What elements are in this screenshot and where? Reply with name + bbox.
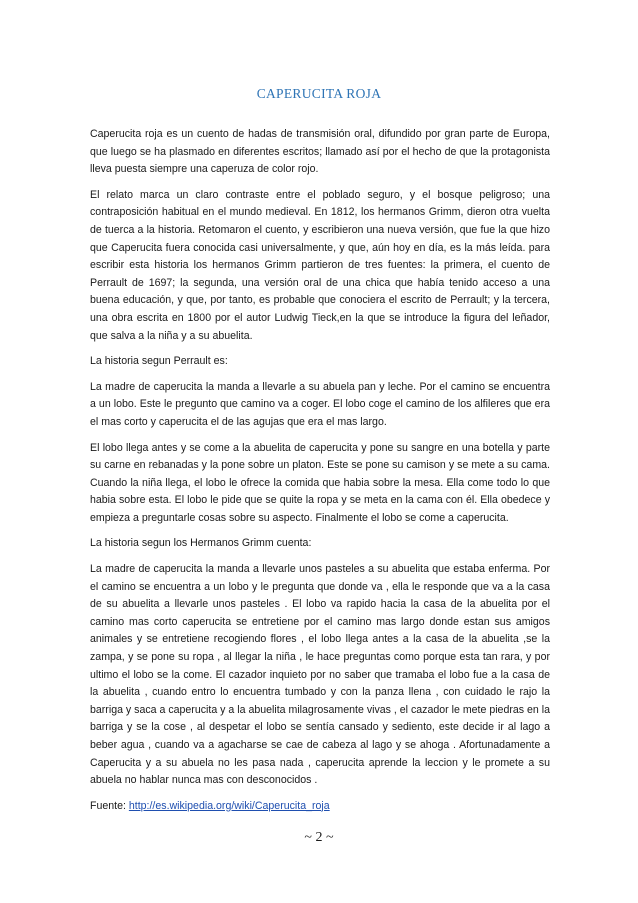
paragraph-intro: Caperucita roja es un cuento de hadas de transmisión oral, difundido por gran parte de Europa, que luego se ha plasmado en diferentes escritos; llamado así por el hecho de que la protagonista lleva puesta siempre una caperuza de color rojo. bbox=[90, 128, 550, 176]
paragraph-history: El relato marca un claro contraste entre el poblado seguro, y el bosque peligroso; una contraposición habitual en el mundo medieval. En 1812, los hermanos Grimm, dieron otra vuelta de tuerca a la historia. Retomaron el cuento, y escribieron una nueva versión, que fue la que hizo que Caperucita fuera conocida casi universalmente, y que, aún hoy en día, es la más leída. para escribir esta historia los hermanos Grimm partieron de tres fuentes: la primera, el cuento de Perrault de 1697; la segunda, una versión oral de una chica que había tenido acceso a una buena educación, y que, por tanto, es probable que conociera el escrito de Perrault; y la tercera, una obra escrita en 1800 por el autor Ludwig Tieck,en la que se introduce la figura del leñador, que salva a la niña y a su abuelita. bbox=[90, 188, 550, 342]
page-number: ~ 2 ~ bbox=[304, 830, 334, 845]
paragraph-perrault-heading: La historia segun Perrault es: bbox=[90, 355, 228, 368]
document-title: CAPERUCITA ROJA bbox=[256, 86, 382, 101]
source-label: Fuente: bbox=[90, 799, 129, 812]
paragraph-perrault-1: La madre de caperucita la manda a llevarle a su abuela pan y leche. Por el camino se encuentra a un lobo. Este le pregunto que camino va a coger. El lobo coge el camino de los alfileres que era el mas corto y caperucita el de las agujas que era el mas largo. bbox=[90, 380, 550, 428]
paragraph-perrault-2: El lobo llega antes y se come a la abuelita de caperucita y pone su sangre en una botella y parte su carne en rebanadas y la pone sobre un platon. Este se pone su camison y se mete a su cama. Cuando la niña llega, el lobo le ofrece la comida que habia sobre la mesa. Ella come todo lo que habia sobre esta. El lobo le pide que se quite la ropa y se meta en la cama con él. Ella obedece y empieza a preguntarle cosas sobre su aspecto. Finalmente el lobo se come a caperucita. bbox=[90, 441, 550, 524]
paragraph-grimm-heading: La historia segun los Hermanos Grimm cuenta: bbox=[90, 537, 312, 550]
source-line bbox=[90, 798, 550, 816]
source-link[interactable]: http://es.wikipedia.org/wiki/Caperucita_roja bbox=[128, 799, 330, 812]
paragraph-grimm-story: La madre de caperucita la manda a llevarle unos pasteles a su abuelita que estaba enferma. Por el camino se encuentra a un lobo y le pregunta que donde va , ella le responde que va a la casa de su abuelita a llevarle unos pasteles . El lobo va rapido hacia la casa de la abuelita por el camino mas corto caperucita se entretiene por el camino mas largo donde estan sus amigos animales y se entretiene recogiendo flores , el lobo llega antes a la casa de la abuelita ,se la zampa, y se pone su ropa , al llegar la niña , le hace preguntas como porque esta tan rara, y por ultimo el lobo se la come. El cazador inquieto por no saber que tramaba el lobo fue a la casa de la abuelita , cuando entro lo encuentra tumbado y con la panza llena , con cuidado le rajo la barriga y saca a caperucita y a la abuelita milagrosamente vivas , el cazador le mete piedras en la barriga y se la cose , al despetar el lobo se sentía cansado y sediento, este decide ir al lago a beber agua , cuando va a agacharse se cae de cabeza al lago y se ahoga . Afortunadamente a Caperucita y a su abuela no les pasa nada , caperucita aprende la leccion y le promete a su abuela no hablar nunca mas con desconocidos . bbox=[90, 563, 550, 787]
document-body bbox=[90, 126, 550, 823]
